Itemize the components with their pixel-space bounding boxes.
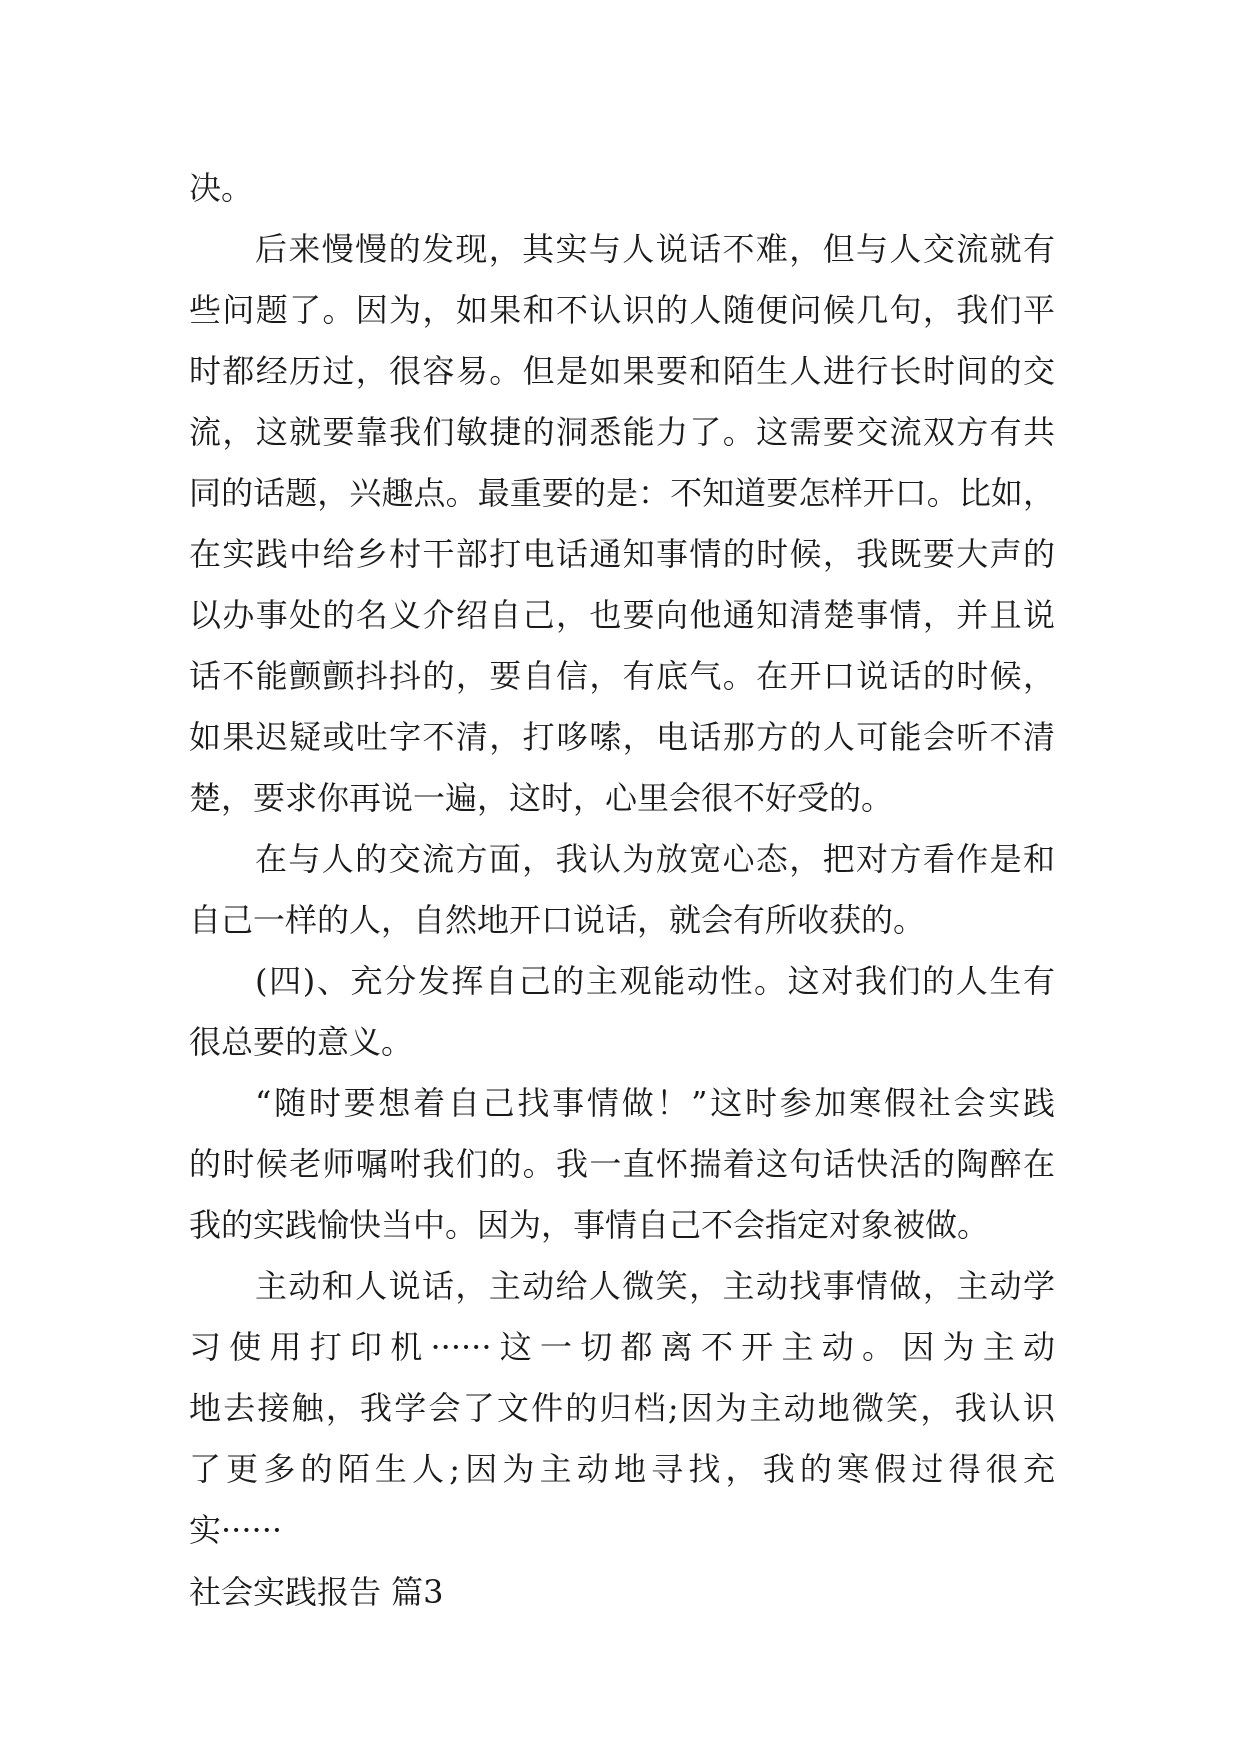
text-line: 决。 — [189, 169, 254, 207]
text-line: 些问题了。因为，如果和不认识的人随便问候几句，我们平 — [189, 291, 1055, 329]
text-line: 习使用打印机······这一切都离不开主动。因为主动 — [189, 1328, 1055, 1366]
text-line: 在与人的交流方面，我认为放宽心态，把对方看作是和 — [255, 840, 1055, 878]
text-line: 实······ — [189, 1511, 283, 1549]
text-line: 地去接触，我学会了文件的归档;因为主动地微笑，我认识 — [189, 1389, 1055, 1427]
text-line: 以办事处的名义介绍自己，也要向他通知清楚事情，并且说 — [189, 596, 1055, 634]
text-line: 流，这就要靠我们敏捷的洞悉能力了。这需要交流双方有共 — [189, 413, 1055, 451]
text-line: 主动和人说话，主动给人微笑，主动找事情做，主动学 — [255, 1267, 1055, 1305]
text-line: 后来慢慢的发现，其实与人说话不难，但与人交流就有 — [255, 230, 1055, 268]
text-line: 话不能颤颤抖抖的，要自信，有底气。在开口说话的时候， — [189, 657, 1055, 695]
section-heading: 社会实践报告 篇3 — [189, 1573, 444, 1611]
text-line: 楚，要求你再说一遍，这时，心里会很不好受的。 — [189, 779, 894, 817]
text-line: 如果迟疑或吐字不清，打哆嗦，电话那方的人可能会听不清 — [189, 718, 1055, 756]
text-line: “随时要想着自己找事情做！”这时参加寒假社会实践 — [255, 1084, 1055, 1122]
text-line: 了更多的陌生人;因为主动地寻找，我的寒假过得很充 — [189, 1450, 1055, 1488]
text-line: 自己一样的人，自然地开口说话，就会有所收获的。 — [189, 901, 926, 939]
text-line: 的时候老师嘱咐我们的。我一直怀揣着这句话快活的陶醉在 — [189, 1145, 1055, 1183]
text-line: 很总要的意义。 — [189, 1023, 414, 1061]
document-body — [189, 158, 1055, 1623]
text-line: 我的实践愉快当中。因为，事情自己不会指定对象被做。 — [189, 1206, 990, 1244]
text-line: 在实践中给乡村干部打电话通知事情的时候，我既要大声的 — [189, 535, 1055, 573]
text-line: 时都经历过，很容易。但是如果要和陌生人进行长时间的交 — [189, 352, 1055, 390]
text-line: (四)、充分发挥自己的主观能动性。这对我们的人生有 — [255, 962, 1055, 1000]
text-line: 同的话题，兴趣点。最重要的是：不知道要怎样开口。比如， — [189, 474, 1055, 512]
